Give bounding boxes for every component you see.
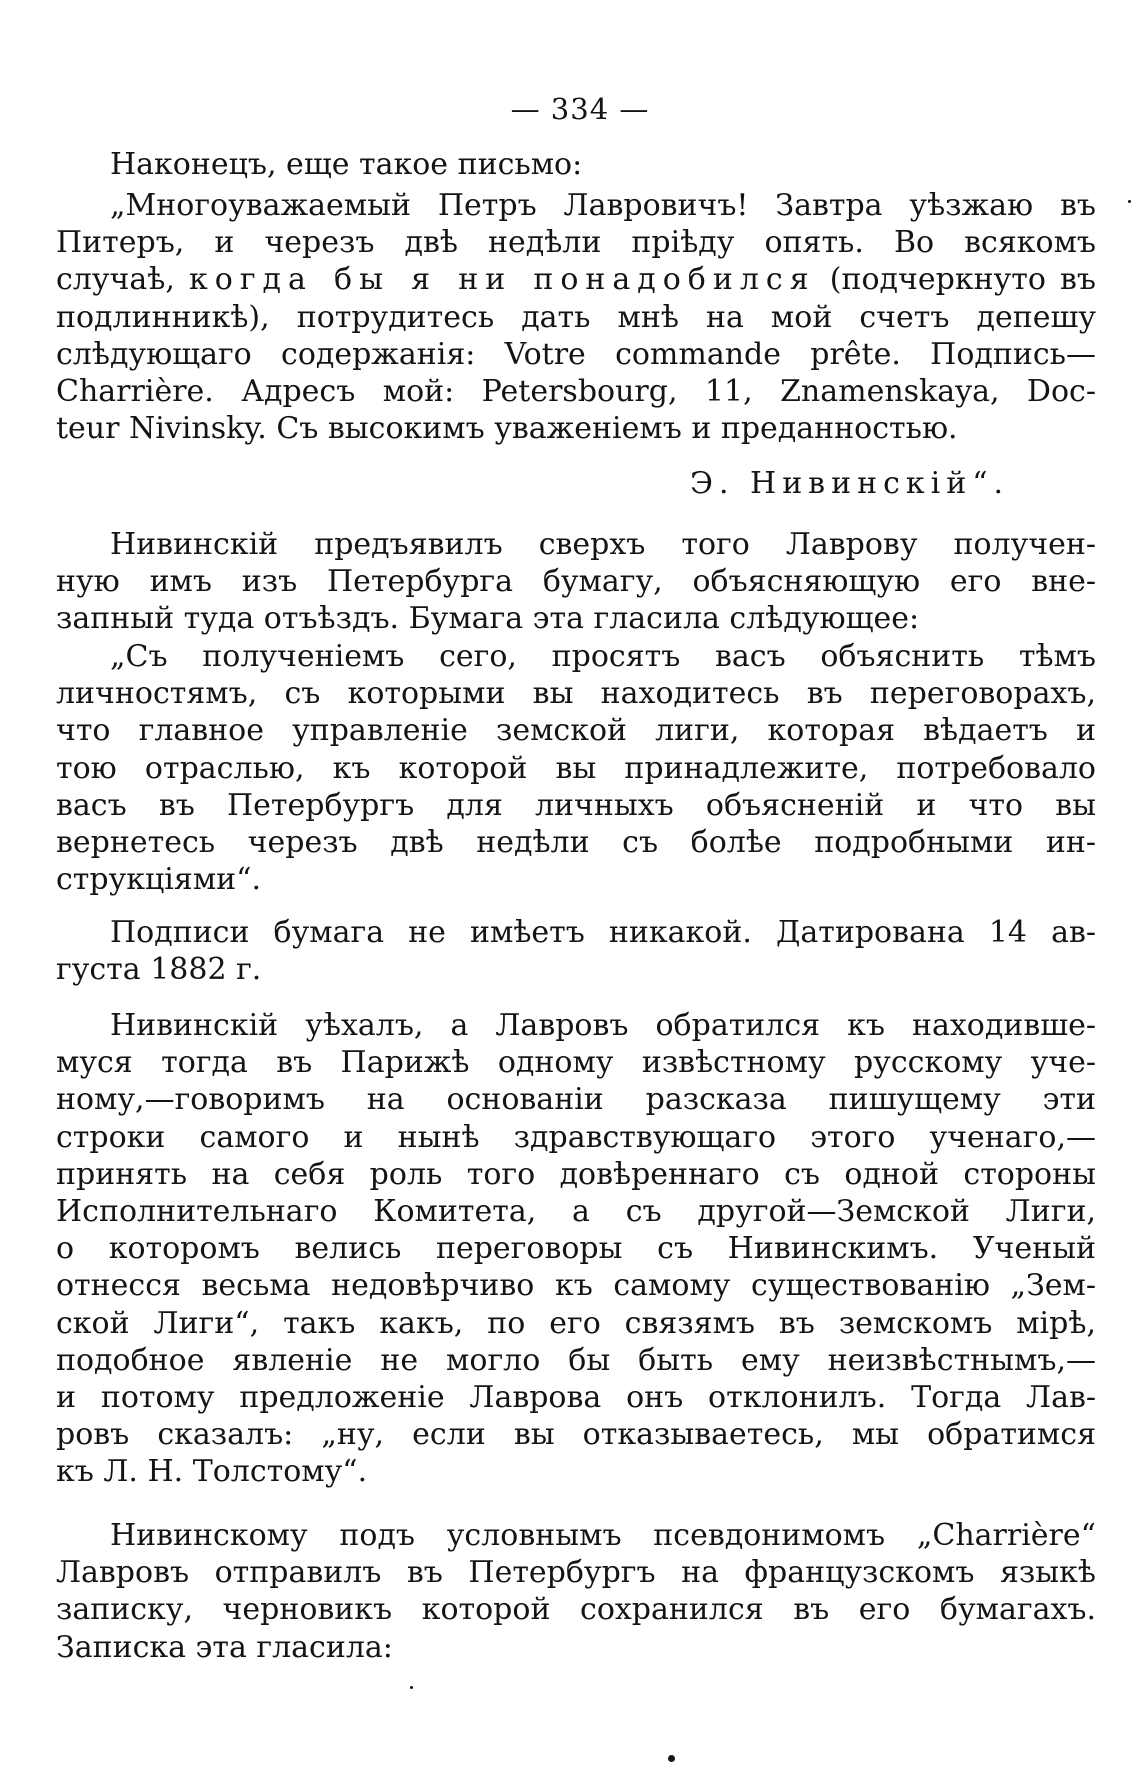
- scan-speck: [1128, 200, 1131, 203]
- paragraph-charriere-note: [56, 1517, 1096, 1666]
- text-line: отнесся весьма недовѣрчиво къ самому существованiю „Зем-: [56, 1268, 1096, 1304]
- text-line: записку, черновикъ которой сохранился въ его бумагахъ.: [56, 1592, 1096, 1628]
- scan-speck: [410, 1686, 413, 1689]
- text-line: запный туда отъѣздъ. Бумага эта гласила слѣдующее:: [56, 601, 920, 637]
- text-line: строки самого и нынѣ здравствующаго этого ученаго,—: [56, 1119, 1096, 1155]
- paragraph-signatures: [56, 914, 1096, 988]
- paragraph-nivinsky-paper: [56, 526, 1096, 638]
- text-line: Подписи бумага не имѣетъ никакой. Датирована 14 ав-: [110, 915, 1096, 950]
- emphasized-text: когда бы я ни понадобился: [189, 262, 816, 298]
- text-line: муся тогда въ Парижѣ одному извѣстному русскому уче-: [56, 1045, 1096, 1081]
- text-line: Питеръ, и черезъ двѣ недѣли прiѣду опять. Во всякомъ: [56, 225, 1096, 261]
- text-line: къ Л. Н. Толстому“.: [56, 1454, 368, 1490]
- text-line: и потому предложенiе Лаврова онъ отклонилъ. Тогда Лав-: [56, 1380, 1096, 1416]
- text-line: ской Лиги“, такъ какъ, по его связямъ въ земскомъ мiрѣ,: [56, 1305, 1096, 1341]
- text-line: Нивинскому подъ условнымъ псевдонимомъ „Charrière“: [110, 1518, 1096, 1553]
- text-line: Записка эта гласила:: [56, 1629, 393, 1665]
- text-line: Лавровъ отправилъ въ Петербургъ на французскомъ языкѣ: [56, 1555, 1096, 1591]
- letter-signature: Э. Нивинскiй“.: [690, 466, 1010, 501]
- scan-speck: [668, 1755, 675, 1762]
- paragraph-letter: [56, 187, 1096, 447]
- text-line: Charrière. Адресъ мой: Petersbourg, 11, Znamenskaya, Doc-: [56, 374, 1096, 410]
- paragraph-quoted-paper: [56, 638, 1096, 898]
- paragraph-lavrov-scholar: [56, 1007, 1096, 1491]
- text-line: вернетесь черезъ двѣ недѣли съ болѣе подробными ин-: [56, 825, 1096, 861]
- text-line: тою отраслью, къ которой вы принадлежите, потребовало: [56, 750, 1096, 786]
- paragraph-intro: [56, 146, 1096, 183]
- text-line: личностямъ, съ которыми вы находитесь въ переговорахъ,: [56, 676, 1096, 712]
- text-line: принять на себя роль того довѣреннаго съ одной стороны: [56, 1156, 1096, 1192]
- page-number: — 334 —: [510, 92, 650, 126]
- text-line: ному,—говоримъ на основанiи разсказа пишущему эти: [56, 1082, 1096, 1118]
- text-line: слѣдующаго содержанiя: Votre commande prête. Подпись—: [56, 336, 1096, 372]
- text-line: „Многоуважаемый Петръ Лавровичъ! Завтра уѣзжаю въ: [110, 188, 1096, 223]
- text-line: струкцiями“.: [56, 862, 262, 898]
- text-line: „Съ полученiемъ сего, просятъ васъ объяснить тѣмъ: [110, 639, 1096, 674]
- text-line: подобное явленiе не могло бы быть ему неизвѣстнымъ,—: [56, 1342, 1096, 1378]
- text-line: ную имъ изъ Петербурга бумагу, объясняющую его вне-: [56, 564, 1096, 600]
- text-line: густа 1882 г.: [56, 952, 262, 988]
- text-line: Исполнительнаго Комитета, а съ другой—Земской Лиги,: [56, 1194, 1096, 1230]
- text-line: ровъ сказалъ: „ну, если вы отказываетесь, мы обратимся: [56, 1417, 1096, 1453]
- text-line: о которомъ велись переговоры съ Нивинскимъ. Ученый: [56, 1231, 1096, 1267]
- text-line: Нивинскiй предъявилъ сверхъ того Лаврову получен-: [110, 527, 1096, 562]
- text-line: teur Nivinsky. Съ высокимъ уваженiемъ и преданностью.: [56, 411, 958, 447]
- text-line: что главное управленiе земской лиги, которая вѣдаетъ и: [56, 713, 1096, 749]
- text-line: случаѣ, когда бы я ни понадобился (подчеркнуто въ: [56, 262, 1096, 298]
- text-line: Нивинскiй уѣхалъ, а Лавровъ обратился къ находивше-: [110, 1008, 1096, 1043]
- text-line: васъ въ Петербургъ для личныхъ объясненiй и что вы: [56, 787, 1096, 823]
- text-line: подлинникѣ), потрудитесь дать мнѣ на мой счетъ депешу: [56, 299, 1096, 335]
- text-line: Наконецъ, еще такое письмо:: [110, 147, 583, 182]
